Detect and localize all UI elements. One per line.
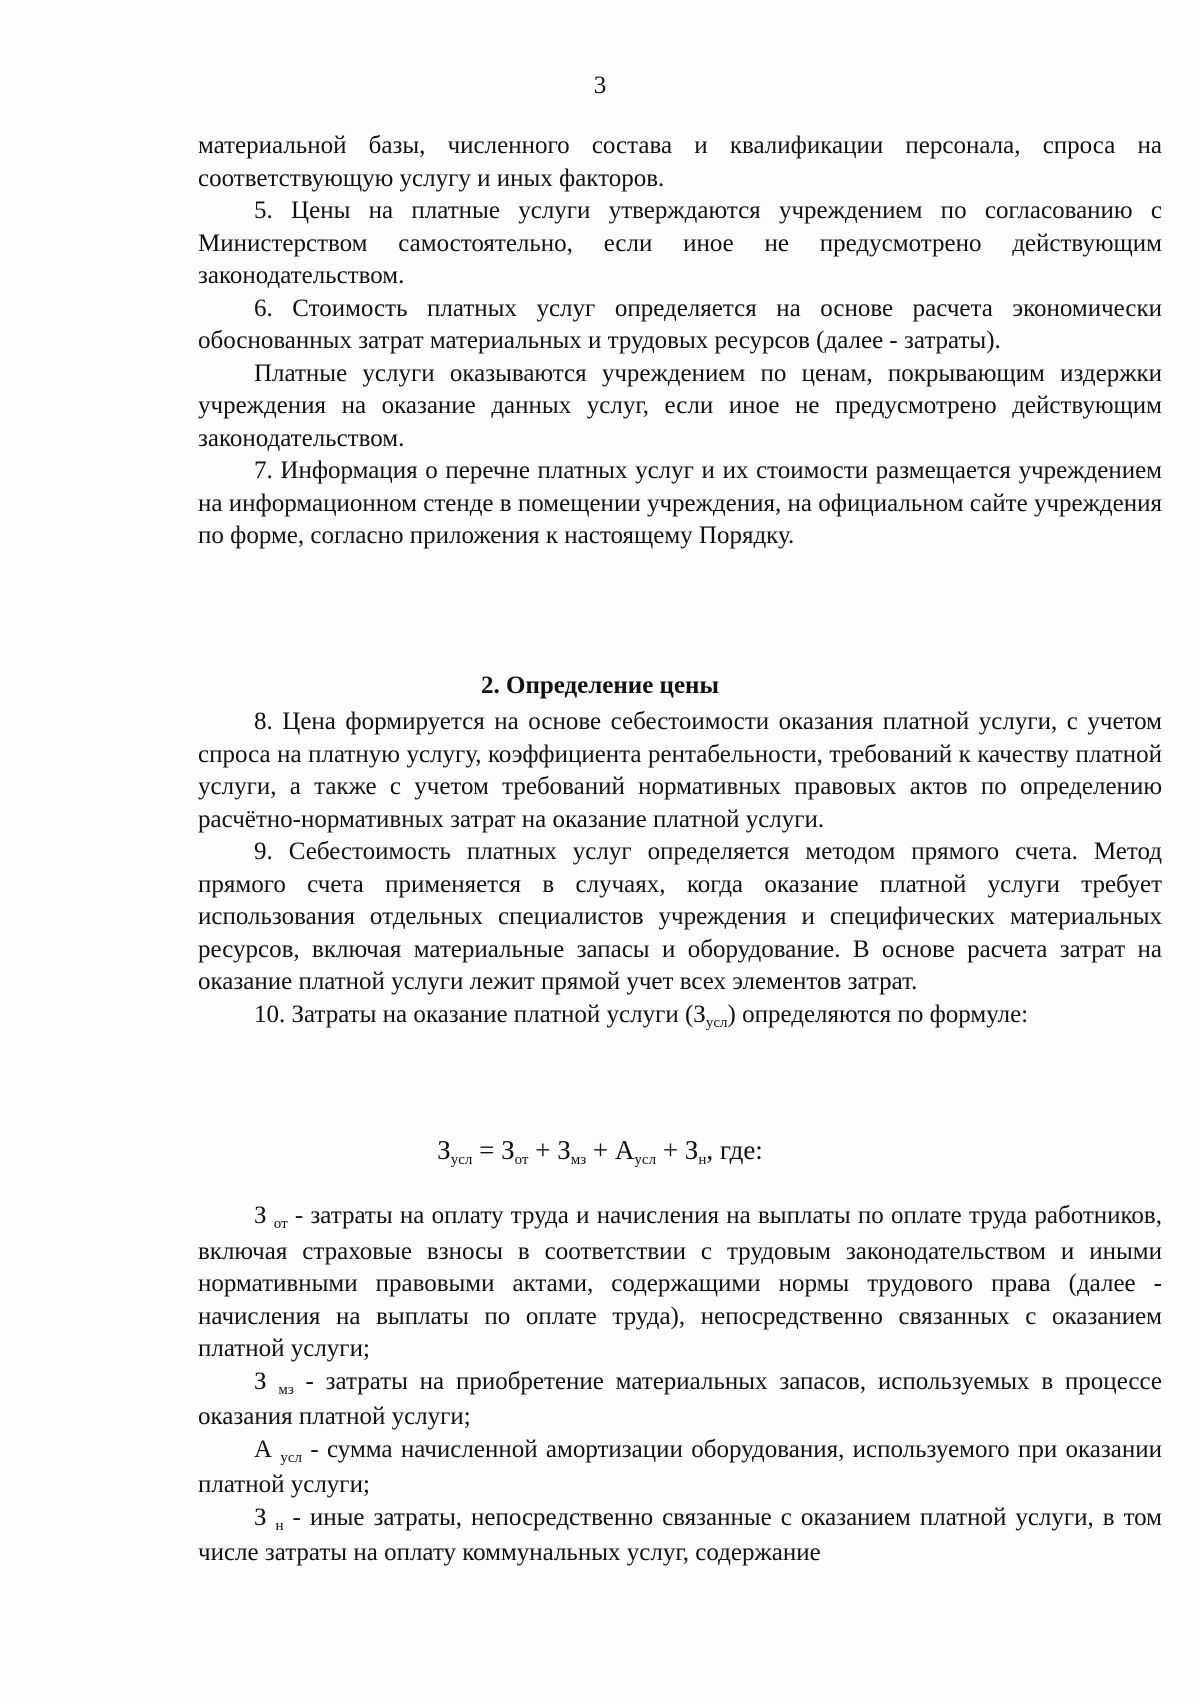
paragraph-7: 7. Информация о перечне платных услуг и их стоимости размещается учреждением на информационном стенде в помещении учреждения, на официальном сайте учреждения по форме, согласно приложения к настоящему Порядку. (198, 457, 1162, 549)
subscript: от (273, 1216, 288, 1232)
symbol: З (254, 1202, 267, 1229)
cost-formula (0, 1133, 1200, 1172)
formula-plus-3: + З (656, 1135, 699, 1165)
paragraph-10-tail: ) определяются по формуле: (727, 1000, 1029, 1028)
formula-t3-sub: усл (634, 1152, 657, 1168)
definition-z-ot (198, 1200, 1162, 1366)
paragraph-10-lead: 10. Затраты на оказание платной услуги (З (254, 1000, 706, 1028)
page-number: 3 (593, 72, 607, 99)
formula-lhs: З (437, 1135, 451, 1165)
formula-t1-sub: от (514, 1152, 529, 1168)
subscript: усл (705, 1014, 728, 1031)
subscript: н (275, 1517, 284, 1534)
definition-z-mz (198, 1366, 1162, 1434)
formula-lhs-sub: усл (450, 1152, 473, 1168)
paragraph-10 (198, 999, 1162, 1035)
definition-text: - иные затраты, непосредственно связанные с оказанием платной услуги, в том числе затраты на оплату коммунальных услуг, содержание (198, 1503, 1163, 1566)
definition-text: - затраты на оплату труда и начисления на выплаты по оплате труда работников, включая страховые взносы в соответствии с трудовым законодательством и иными нормативными правовыми актами, содержащими нормы трудового права (далее - начисления на выплаты по оплате труда), непосредственно связанных с оказанием платной услуги; (198, 1202, 1162, 1362)
text-block-3 (198, 1200, 1162, 1570)
paragraph-6-continued: Платные услуги оказываются учреждением по ценам, покрывающим издержки учреждения на оказание данных услуг, если иное не предусмотрено действующим законодательством. (198, 359, 1162, 452)
paragraph-9: 9. Себестоимость платных услуг определяется методом прямого счета. Метод прямого счета применяется в случаях, когда оказание платной услуги требует использования отдельных специалистов учреждения и специфических материальных ресурсов, включая материальные запасы и оборудование. В основе расчета затрат на оказание платной услуги лежит прямой учет всех элементов затрат. (198, 838, 1162, 995)
formula-plus-1: + З (528, 1135, 571, 1165)
paragraph-8: 8. Цена формируется на основе себестоимости оказания платной услуги, с учетом спроса на платную услугу, коэффициента рентабельности, требований к качеству платной услуги, а также с учетом требований нормативных правовых актов по определению расчётно-нормативных затрат на оказание платной услуги. (198, 708, 1162, 833)
formula-plus-2: + А (586, 1135, 635, 1165)
paragraph-5: 5. Цены на платные услуги утверждаются учреждением по согласованию с Министерством самостоятельно, если иное не предусмотрено действующим законодательством. (198, 197, 1162, 289)
definition-text: - сумма начисленной амортизации оборудования, используемого при оказании платной услуги; (198, 1435, 1163, 1498)
paragraph-intro: материальной базы, численного состава и квалификации персонала, спроса на соответствующую услугу и иных факторов. (198, 132, 1162, 192)
symbol: З (254, 1367, 267, 1395)
symbol: З (254, 1503, 267, 1531)
definition-a-usl (198, 1434, 1162, 1502)
formula-t4-sub: н (698, 1152, 707, 1168)
text-block-2 (198, 706, 1162, 1034)
formula-eq: = З (472, 1135, 515, 1165)
definition-z-n (198, 1502, 1162, 1570)
definition-text: - затраты на приобретение материальных запасов, используемых в процессе оказания платной услуги; (198, 1367, 1163, 1430)
formula-t2-sub: мз (570, 1152, 587, 1168)
formula-tail: , где: (706, 1135, 763, 1165)
subscript: усл (280, 1449, 303, 1466)
subscript: мз (278, 1381, 294, 1398)
text-block-1 (198, 130, 1162, 553)
section-heading: 2. Определение цены (481, 672, 719, 699)
symbol: А (254, 1435, 273, 1463)
paragraph-6: 6. Стоимость платных услуг определяется на основе расчета экономически обоснованных затрат материальных и трудовых ресурсов (далее - затраты). (198, 294, 1162, 354)
